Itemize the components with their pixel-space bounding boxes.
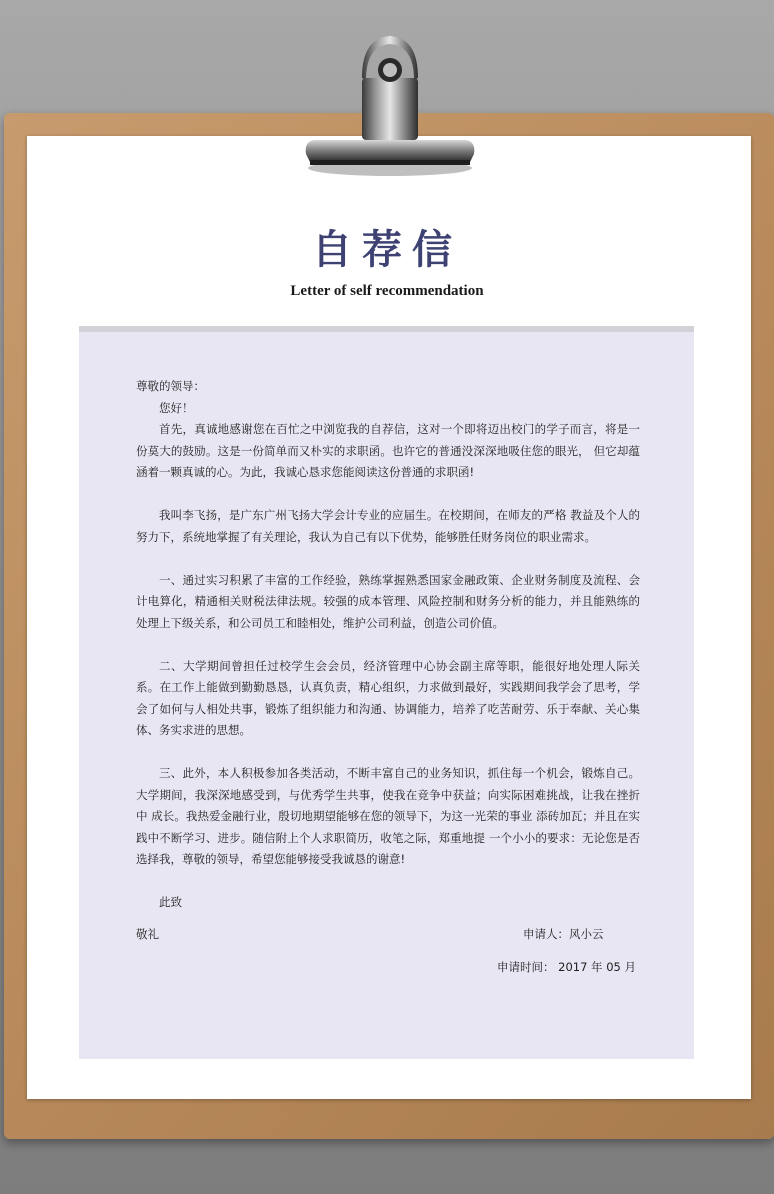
binder-clip-icon xyxy=(300,28,480,178)
page-title: 自荐信 xyxy=(312,226,462,273)
closing: 此致 xyxy=(159,895,182,909)
page-subtitle: Letter of self recommendation xyxy=(290,283,484,299)
paragraph-point-2: 二、大学期间曾担任过校学生会会员，经济管理中心协会副主席等职，能很好地处理人际关系。在工作上能做到勤勤恳恳，认真负责，精心组织，力求做到最好，实践期间我学会了思考，学会了如何与人相处共事，锻炼了组织能力和沟通、协调能力，培养了吃苦耐劳、乐于奉献、关心集体、务实求进的思想。 xyxy=(136,658,640,737)
paragraph-intro: 首先，真诚地感谢您在百忙之中浏览我的自荐信，这对一个即将迈出校门的学子而言，将是一份莫大的鼓励。这是一份简单而又朴实的求职函。也许它的普通没深深地吸住您的眼光， 但它却蕴涵着一颗真诚的心。为此，我诚心恳求您能阅读这份普通的求职函! xyxy=(136,422,640,479)
salutation: 尊敬的领导： xyxy=(136,379,205,393)
paragraph-point-1: 一、通过实习积累了丰富的工作经验，熟练掌握熟悉国家金融政策、企业财务制度及流程、会计电算化，精通相关财税法律法规。较强的成本管理、风险控制和财务分析的能力，并且能熟练的处理上下级关系，和公司员工和睦相处，维护公司利益，创造公司价值。 xyxy=(136,572,640,630)
greeting: 您好！ xyxy=(159,400,194,415)
paragraph-point-3: 三、此外，本人积极参加各类活动，不断丰富自己的业务知识，抓住每一个机会，锻炼自己。大学期间，我深深地感受到，与优秀学生共事，使我在竞争中获益；向实际困难挑战，让我在挫折中 成长。我热爱金融行业，殷切地期望能够在您的领导下，为这一光荣的事业 添砖加瓦；并且在实践中不断学习、进步。随信附上个人求职简历，收笔之际，郑重地提 一个小小的要求：无论您是否选择我，尊敬的领导，希望您能够接受我诚恳的谢意! xyxy=(136,766,640,866)
letter-body xyxy=(136,376,640,979)
application-date: 申请时间： 2017 年 05 月 xyxy=(496,960,636,974)
paragraph-self-intro: 我叫李飞扬，是广东广州飞扬大学会计专业的应届生。在校期间，在师友的严格 教益及个人的努力下，系统地掌握了有关理论，我认为自己有以下优势，能够胜任财务岗位的职业需求。 xyxy=(136,508,640,544)
regards: 敬礼 xyxy=(136,926,159,941)
applicant-name: 申请人：风小云 xyxy=(523,926,604,941)
